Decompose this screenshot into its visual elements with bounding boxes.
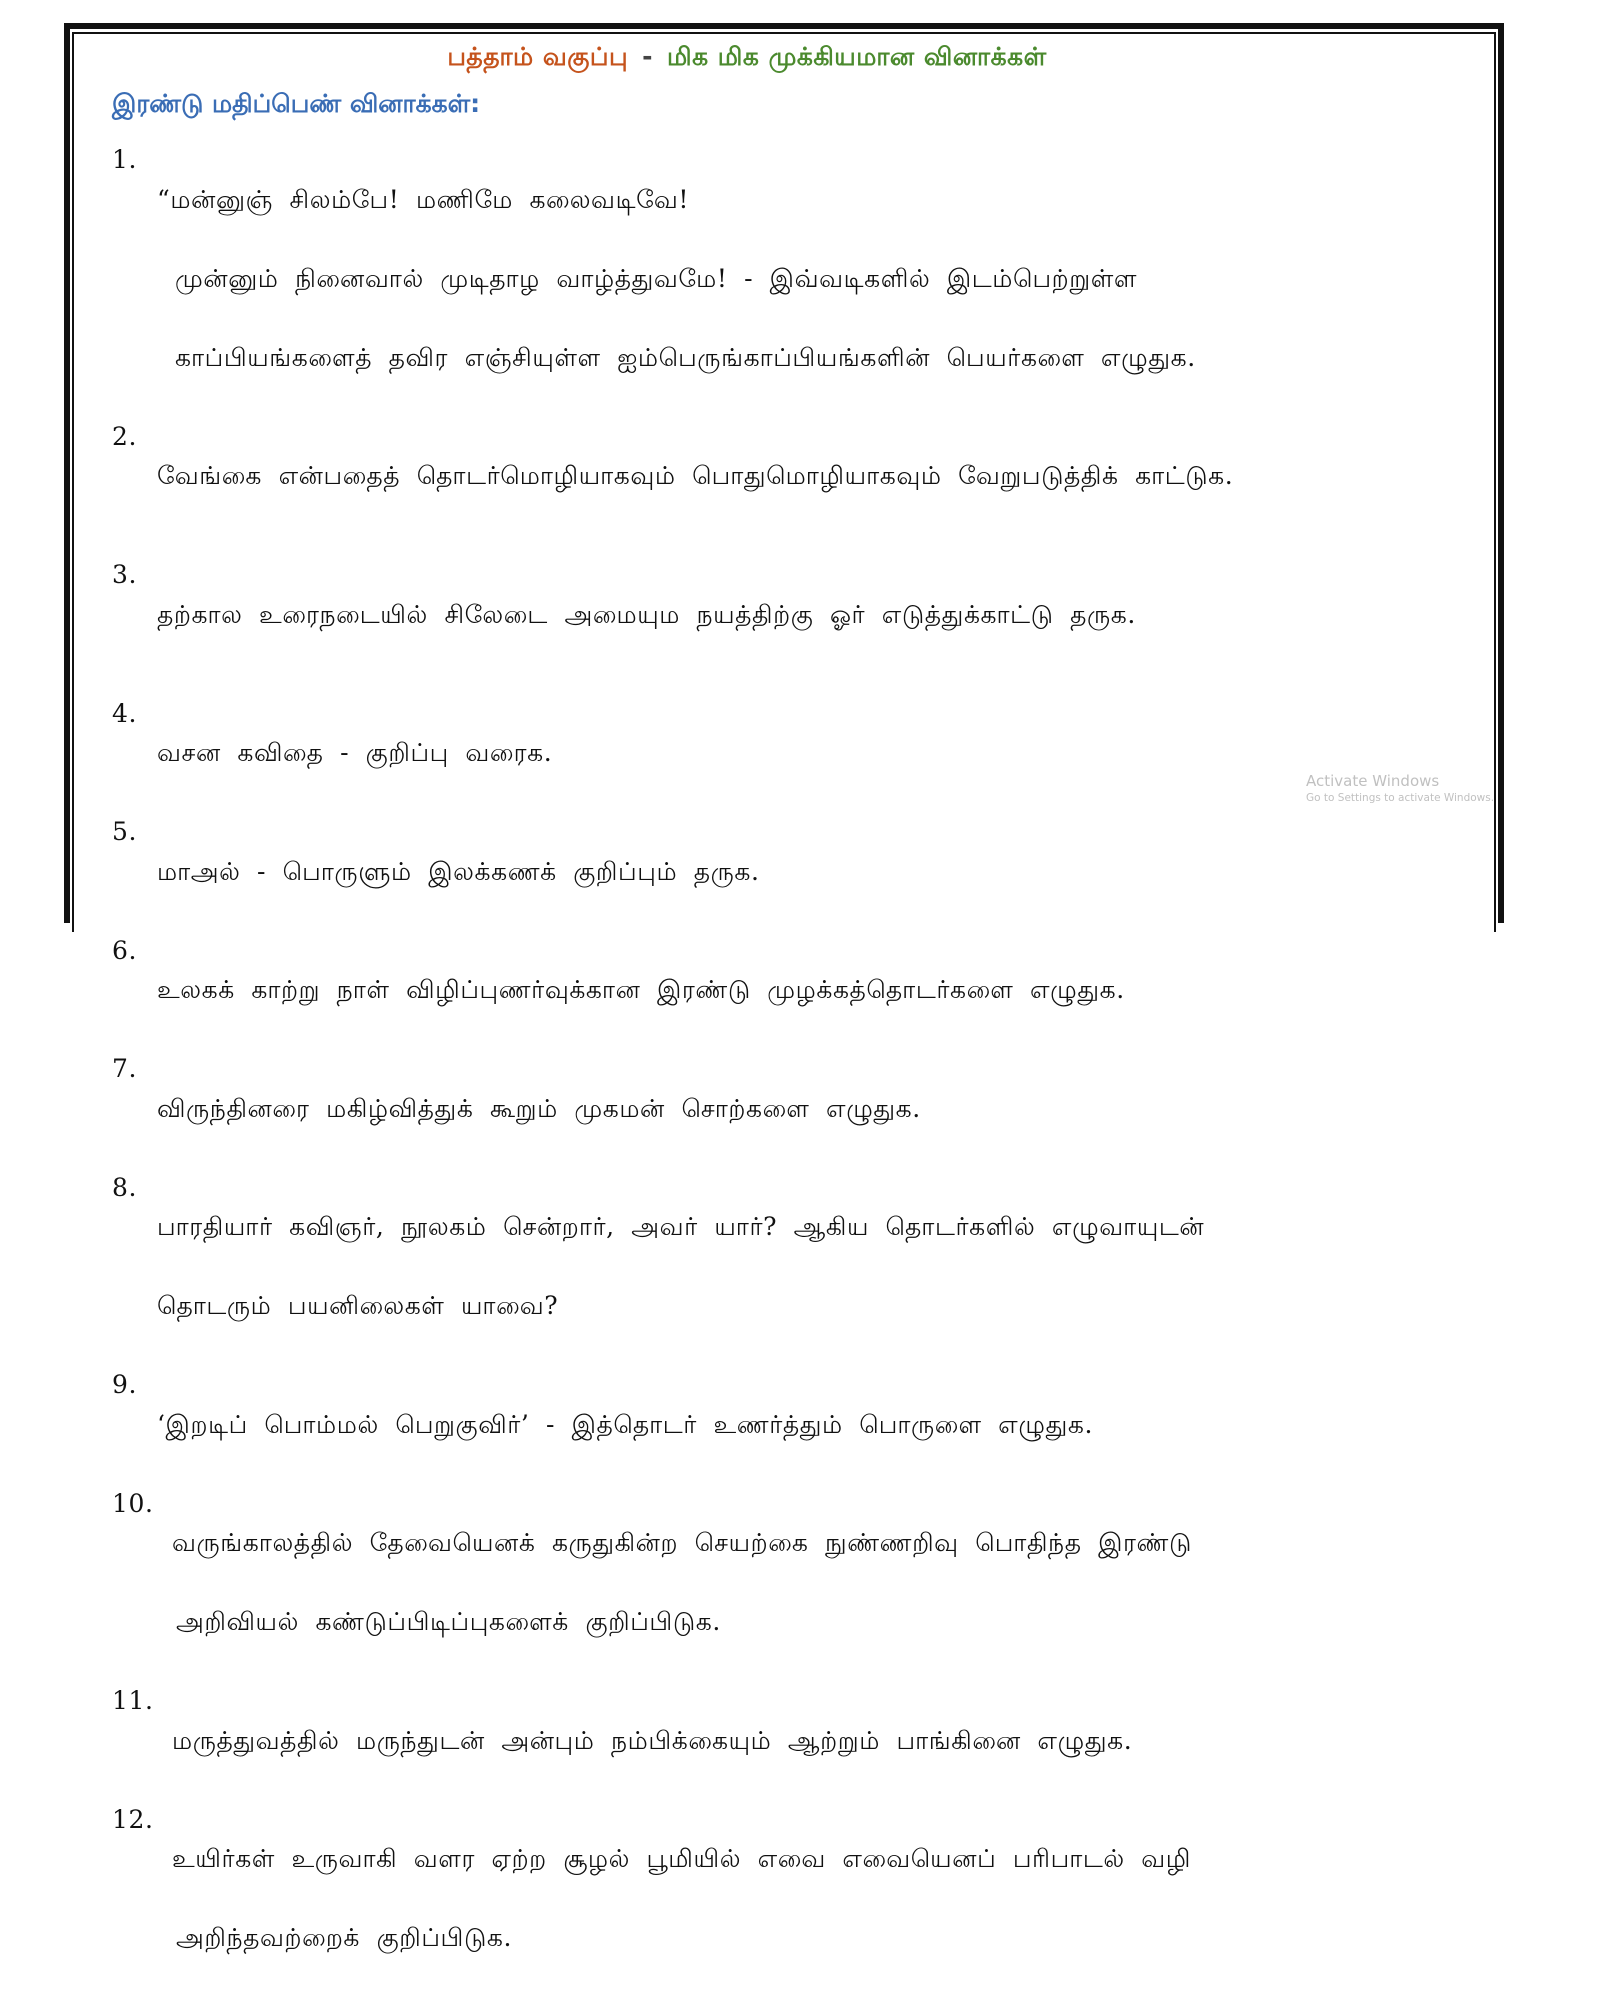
question-item <box>112 1681 1492 1800</box>
question-item <box>112 1800 1492 1997</box>
question-text <box>157 694 1492 813</box>
question-text <box>157 931 1492 1050</box>
question-item <box>112 1168 1492 1366</box>
question-number: 5. <box>112 812 157 852</box>
section-heading: இரண்டு மதிப்பெண் வினாக்கள்: <box>112 82 1492 140</box>
question-number: 11. <box>112 1681 172 1721</box>
question-number: 8. <box>112 1168 157 1208</box>
question-line: தொடரும் பயனிலைகள் யாவை? <box>157 1286 1492 1326</box>
question-number: 1. <box>112 140 157 180</box>
question-number: 4. <box>112 694 157 734</box>
question-text <box>172 1681 1492 1800</box>
question-line: முன்னும் நினைவால் முடிதாழ வாழ்த்துவமே! - இவ்வடிகளில் இடம்பெற்றுள்ள <box>157 259 1492 299</box>
question-line: மருத்துவத்தில் மருந்துடன் அன்பும் நம்பிக்கையும் ஆற்றும் பாங்கினை எழுதுக. <box>172 1721 1492 1761</box>
question-line: உலகக் காற்று நாள் விழிப்புணர்வுக்கான இரண்டு முழக்கத்தொடர்களை எழுதுக. <box>157 970 1492 1010</box>
question-line: மாஅல் - பொருளும் இலக்கணக் குறிப்பும் தருக. <box>157 852 1492 892</box>
title-separator: - <box>628 42 667 71</box>
watermark-title: Activate Windows <box>1306 772 1494 790</box>
question-line: விருந்தினரை மகிழ்வித்துக் கூறும் முகமன் சொற்களை எழுதுக. <box>157 1089 1492 1129</box>
question-text <box>157 1168 1492 1366</box>
question-list <box>112 140 1492 1997</box>
question-text <box>157 1365 1492 1484</box>
question-number: 2. <box>112 417 157 457</box>
question-text <box>157 555 1492 674</box>
question-line: வருங்காலத்தில் தேவையெனக் கருதுகின்ற செயற்கை நுண்ணறிவு பொதிந்த இரண்டு <box>172 1523 1492 1563</box>
document-content <box>112 36 1492 1997</box>
question-item <box>112 1049 1492 1168</box>
question-text <box>157 140 1492 417</box>
question-item <box>112 694 1492 813</box>
question-number: 3. <box>112 555 157 595</box>
question-line: தற்கால உரைநடையில் சிலேடை அமையும நயத்திற்கு ஓர் எடுத்துக்காட்டு தருக. <box>157 595 1492 635</box>
question-item <box>112 417 1492 536</box>
title-subject: மிக மிக முக்கியமான வினாக்கள் <box>667 42 1047 71</box>
question-item <box>112 140 1492 417</box>
question-item <box>112 555 1492 674</box>
question-item <box>112 812 1492 931</box>
question-line: அறிந்தவற்றைக் குறிப்பிடுக. <box>172 1918 1492 1958</box>
watermark-subtitle: Go to Settings to activate Windows. <box>1306 792 1494 804</box>
document-title <box>112 42 1382 82</box>
question-number: 7. <box>112 1049 157 1089</box>
question-item <box>112 1484 1492 1682</box>
question-text <box>157 417 1492 536</box>
question-line: காப்பியங்களைத் தவிர எஞ்சியுள்ள ஐம்பெருங்காப்பியங்களின் பெயர்களை எழுதுக. <box>157 338 1492 378</box>
question-line: பாரதியார் கவிஞர், நூலகம் சென்றார், அவர் யார்? ஆகிய தொடர்களில் எழுவாயுடன் <box>157 1207 1492 1247</box>
question-item <box>112 931 1492 1050</box>
question-number: 9. <box>112 1365 157 1405</box>
question-text <box>157 1049 1492 1168</box>
question-line: அறிவியல் கண்டுப்பிடிப்புகளைக் குறிப்பிடுக. <box>172 1602 1492 1642</box>
question-line: “மன்னுஞ் சிலம்பே! மணிமே கலைவடிவே! <box>157 180 1492 220</box>
document-page <box>0 0 1600 900</box>
question-number: 6. <box>112 931 157 971</box>
question-line: உயிர்கள் உருவாகி வளர ஏற்ற சூழல் பூமியில் எவை எவையெனப் பரிபாடல் வழி <box>172 1839 1492 1879</box>
question-line: வேங்கை என்பதைத் தொடர்மொழியாகவும் பொதுமொழியாகவும் வேறுபடுத்திக் காட்டுக. <box>157 456 1492 496</box>
question-line: வசன கவிதை - குறிப்பு வரைக. <box>157 733 1492 773</box>
question-item <box>112 1365 1492 1484</box>
question-text <box>157 812 1492 931</box>
title-class-name: பத்தாம் வகுப்பு <box>447 42 628 71</box>
question-text <box>172 1800 1492 1997</box>
question-number: 12. <box>112 1800 172 1840</box>
question-number: 10. <box>112 1484 172 1524</box>
question-line: ‘இறடிப் பொம்மல் பெறுகுவிர்’ - இத்தொடர் உணர்த்தும் பொருளை எழுதுக. <box>157 1405 1492 1445</box>
question-text <box>172 1484 1492 1682</box>
activate-windows-watermark <box>1306 772 1494 804</box>
